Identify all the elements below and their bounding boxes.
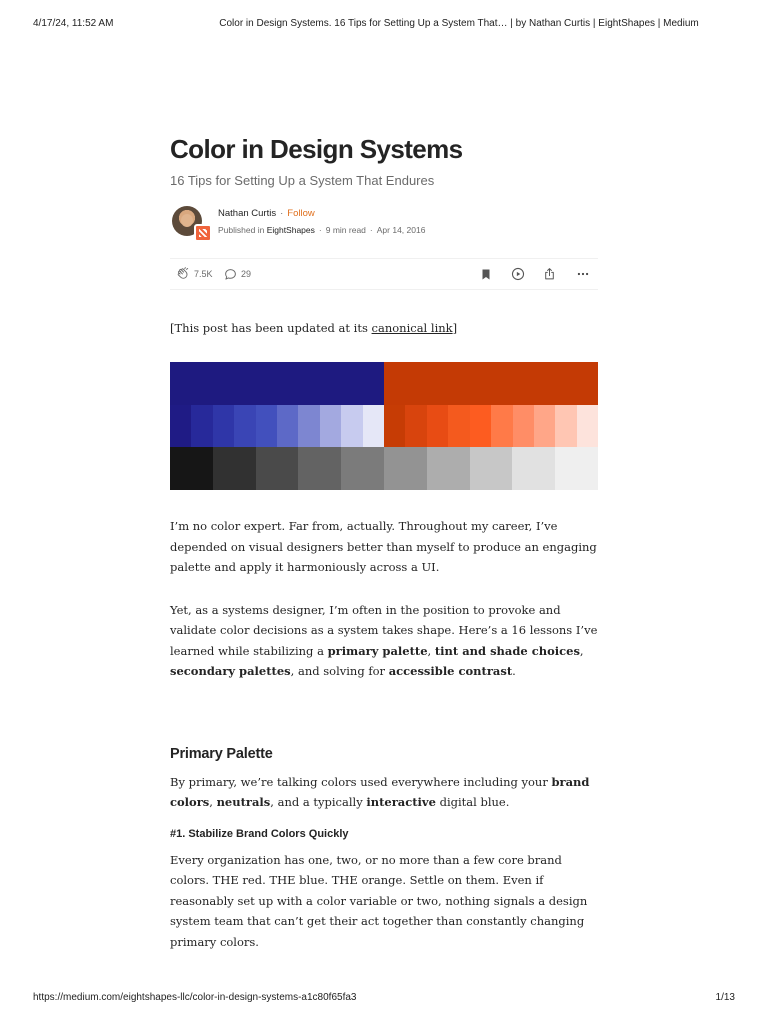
- neutral-swatch: [341, 447, 384, 490]
- author-name[interactable]: Nathan Curtis: [218, 208, 277, 219]
- blue-tint-swatch: [170, 405, 191, 447]
- share-icon: [543, 267, 556, 281]
- follow-button[interactable]: Follow: [287, 208, 315, 219]
- palette-tint-row: [170, 405, 598, 447]
- play-icon: [511, 267, 525, 281]
- more-icon: [576, 267, 590, 281]
- canonical-link[interactable]: canonical link: [371, 321, 453, 335]
- read-time: 9 min read: [325, 225, 366, 235]
- blue-tint-swatch: [256, 405, 277, 447]
- neutral-swatch: [512, 447, 555, 490]
- orange-base-swatch: [384, 362, 598, 405]
- canonical-notice: [This post has been updated at its canonical link]: [170, 321, 458, 335]
- save-button[interactable]: [480, 267, 492, 281]
- action-bar: [170, 258, 598, 290]
- paragraph-tip1: Every organization has one, two, or no more than a few core brand colors. THE red. THE blue. THE orange. Settle on them. Even if reasonably set up with a color variable or two, nothing signals a design system team that can’t get their act together than constantly changing primary colors.: [170, 852, 588, 949]
- blue-tint-swatch: [191, 405, 212, 447]
- clap-button[interactable]: [176, 267, 213, 281]
- print-page-title: Color in Design Systems. 16 Tips for Setting Up a System That… | by Nathan Curtis | EightShapes | Medium: [219, 18, 699, 29]
- paragraph-intro: I’m no color expert. Far from, actually. Throughout my career, I’ve depended on visual designers better than myself to produce an engaging palette and apply it harmoniously across a UI.: [170, 519, 597, 574]
- paragraph-lessons: Yet, as a systems designer, I’m often in the position to provoke and validate color decisions as a system takes shape. Here’s a 16 lessons I’ve learned while stabilizing a primary palette, tint and shade choices, secondary palettes, and solving for accessible contrast.: [170, 602, 598, 678]
- clap-count: 7.5K: [194, 269, 213, 279]
- orange-tint-swatch: [534, 405, 555, 447]
- paragraph-primary: By primary, we’re talking colors used everywhere including your brand colors, neutrals, and a typically interactive digital blue.: [170, 774, 590, 809]
- blue-tint-swatch: [234, 405, 255, 447]
- orange-tint-swatch: [470, 405, 491, 447]
- print-url: https://medium.com/eightshapes-llc/color-in-design-systems-a1c80f65fa3: [33, 992, 357, 1003]
- listen-button[interactable]: [511, 267, 525, 281]
- share-button[interactable]: [543, 267, 556, 281]
- article-subtitle: 16 Tips for Setting Up a System That Endures: [170, 173, 435, 188]
- neutral-swatch: [427, 447, 470, 490]
- clap-icon: [176, 267, 190, 281]
- print-datetime: 4/17/24, 11:52 AM: [33, 18, 114, 29]
- article-title: Color in Design Systems: [170, 134, 463, 164]
- orange-tint-swatch: [555, 405, 576, 447]
- color-palette-image: [170, 362, 598, 490]
- orange-tint-swatch: [491, 405, 512, 447]
- publication-logo[interactable]: [194, 224, 212, 242]
- blue-base-swatch: [170, 362, 384, 405]
- neutral-swatch: [256, 447, 299, 490]
- separator-dot: ·: [280, 208, 284, 219]
- responses-button[interactable]: [224, 267, 251, 281]
- more-options-button[interactable]: [576, 267, 590, 281]
- response-count: 29: [241, 269, 252, 279]
- neutral-swatch: [298, 447, 341, 490]
- bookmark-icon: [480, 268, 492, 281]
- byline: [170, 206, 598, 242]
- blue-tint-swatch: [277, 405, 298, 447]
- neutral-swatch: [170, 447, 213, 490]
- print-header: [33, 18, 735, 32]
- publish-meta: Published in EightShapes · 9 min read · Apr 14, 2016: [218, 225, 426, 235]
- print-footer: [33, 992, 735, 1006]
- author-line: [218, 208, 315, 219]
- blue-tint-swatch: [363, 405, 384, 447]
- blue-tint-swatch: [213, 405, 234, 447]
- neutral-swatch: [555, 447, 598, 490]
- blue-tint-swatch: [298, 405, 319, 447]
- publication-name[interactable]: EightShapes: [266, 225, 315, 235]
- section-heading: Primary Palette: [170, 745, 273, 762]
- neutral-swatch: [470, 447, 513, 490]
- print-page-number: 1/13: [715, 992, 735, 1003]
- article: [170, 132, 598, 952]
- response-icon: [224, 268, 237, 281]
- palette-base-row: [170, 362, 598, 405]
- published-prefix: Published in: [218, 225, 265, 235]
- palette-neutral-row: [170, 447, 598, 490]
- orange-tint-swatch: [577, 405, 598, 447]
- orange-tint-swatch: [405, 405, 426, 447]
- neutral-swatch: [213, 447, 256, 490]
- neutral-swatch: [384, 447, 427, 490]
- blue-tint-swatch: [320, 405, 341, 447]
- tip-heading: #1. Stabilize Brand Colors Quickly: [170, 827, 349, 840]
- orange-tint-swatch: [513, 405, 534, 447]
- orange-tint-swatch: [384, 405, 405, 447]
- blue-tint-swatch: [341, 405, 362, 447]
- orange-tint-swatch: [427, 405, 448, 447]
- publish-date: Apr 14, 2016: [376, 225, 426, 235]
- orange-tint-swatch: [448, 405, 469, 447]
